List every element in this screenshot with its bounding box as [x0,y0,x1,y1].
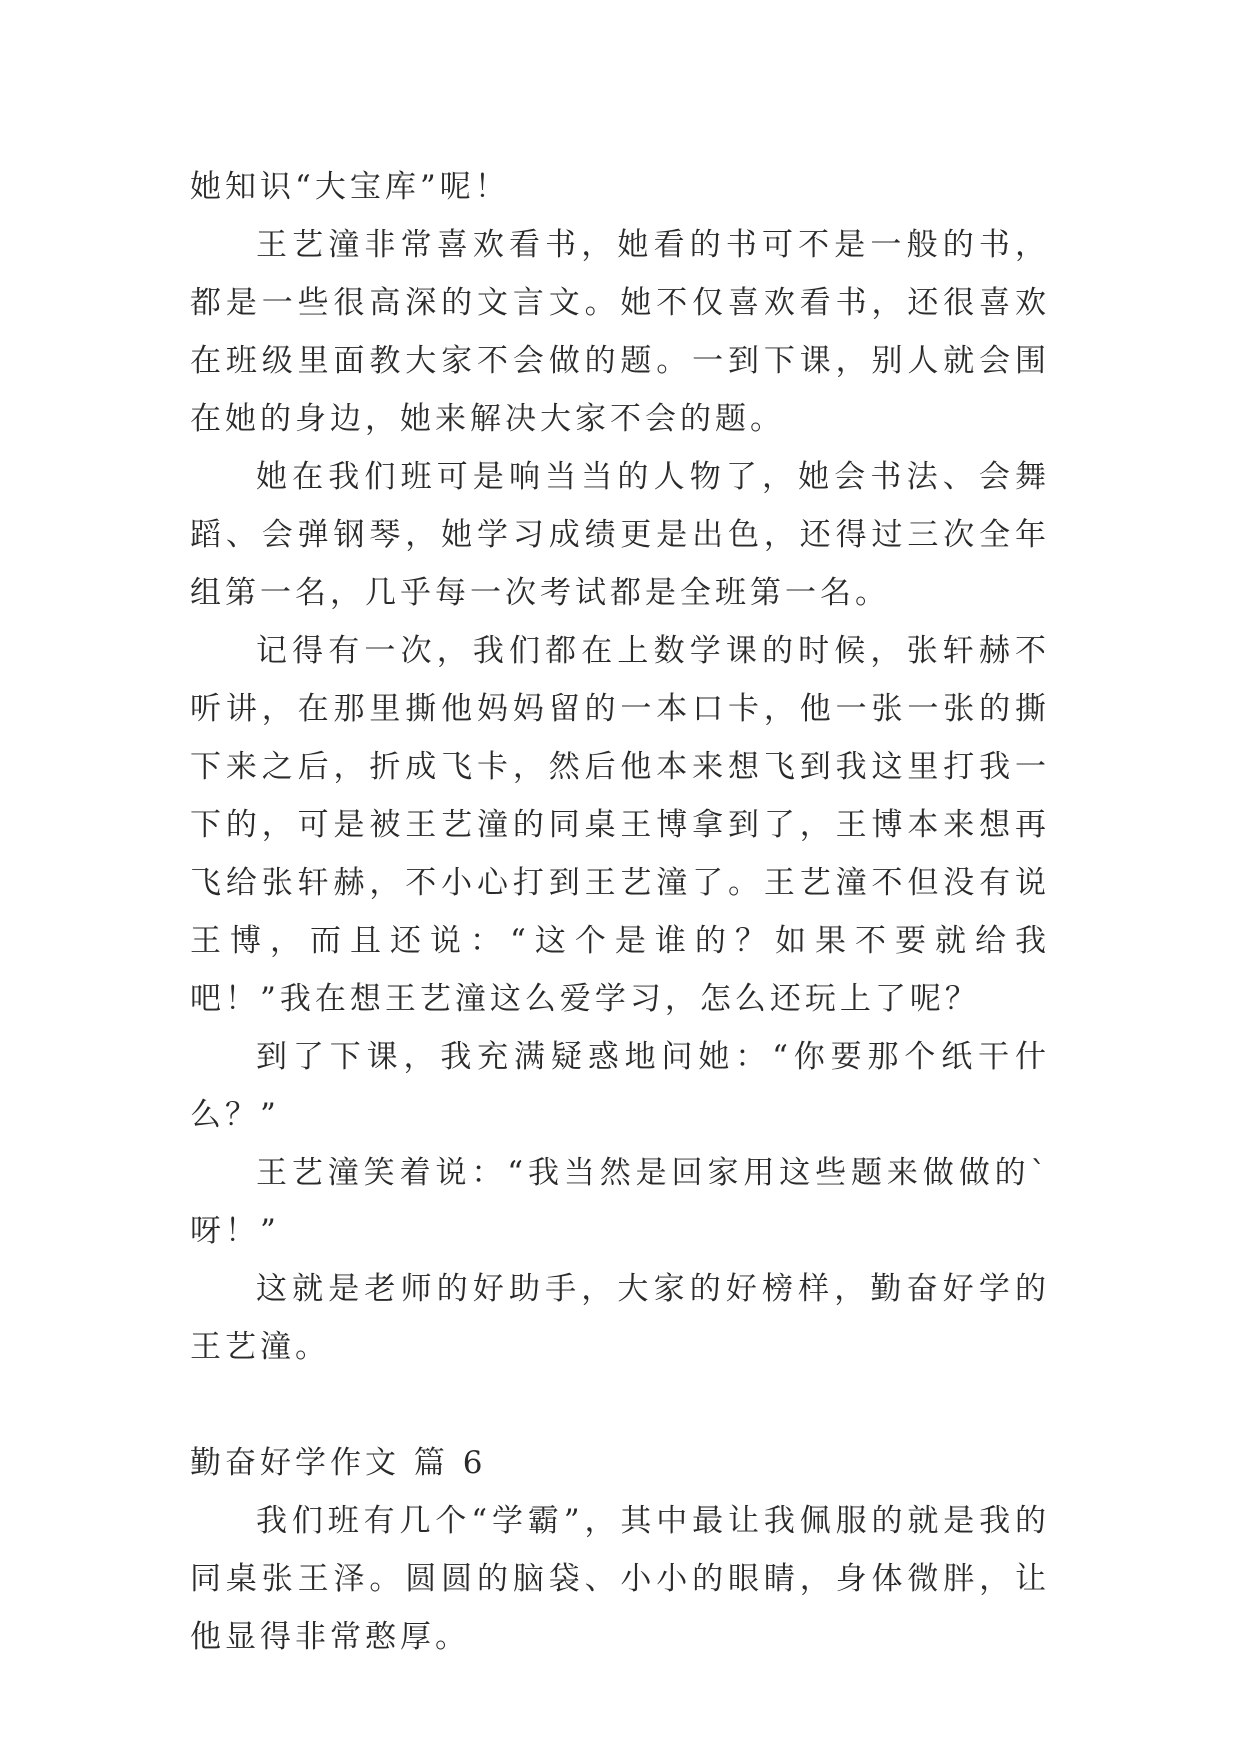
paragraph-continuation: 她知识“大宝库”呢！ [190,169,510,205]
document-body [190,158,1050,1666]
section-title: 勤奋好学作文 篇 6 [190,1445,487,1481]
paragraph: 我们班有几个“学霸”，其中最让我佩服的就是我的同桌张王泽。圆圆的脑袋、小小的眼睛，身体微胖，让他显得非常憨厚。 [190,1503,1050,1655]
paragraph: 记得有一次，我们都在上数学课的时候，张轩赫不听讲，在那里撕他妈妈留的一本口卡，他一张一张的撕下来之后，折成飞卡，然后他本来想飞到我这里打我一下的，可是被王艺潼的同桌王博拿到了，王博本来想再飞给张轩赫，不小心打到王艺潼了。王艺潼不但没有说王博，而且还说：“这个是谁的？如果不要就给我吧！”我在想王艺潼这么爱学习，怎么还玩上了呢？ [190,633,1050,1017]
paragraph: 王艺潼非常喜欢看书，她看的书可不是一般的书，都是一些很高深的文言文。她不仅喜欢看书，还很喜欢在班级里面教大家不会做的题。一到下课，别人就会围在她的身边，她来解决大家不会的题。 [190,227,1050,437]
paragraph: 这就是老师的好助手，大家的好榜样，勤奋好学的王艺潼。 [190,1271,1050,1365]
paragraph: 她在我们班可是响当当的人物了，她会书法、会舞蹈、会弹钢琴，她学习成绩更是出色，还得过三次全年组第一名，几乎每一次考试都是全班第一名。 [190,459,1050,611]
paragraph: 王艺潼笑着说：“我当然是回家用这些题来做做的`呀！” [190,1155,1050,1249]
paragraph: 到了下课，我充满疑惑地问她：“你要那个纸干什么？” [190,1039,1050,1133]
